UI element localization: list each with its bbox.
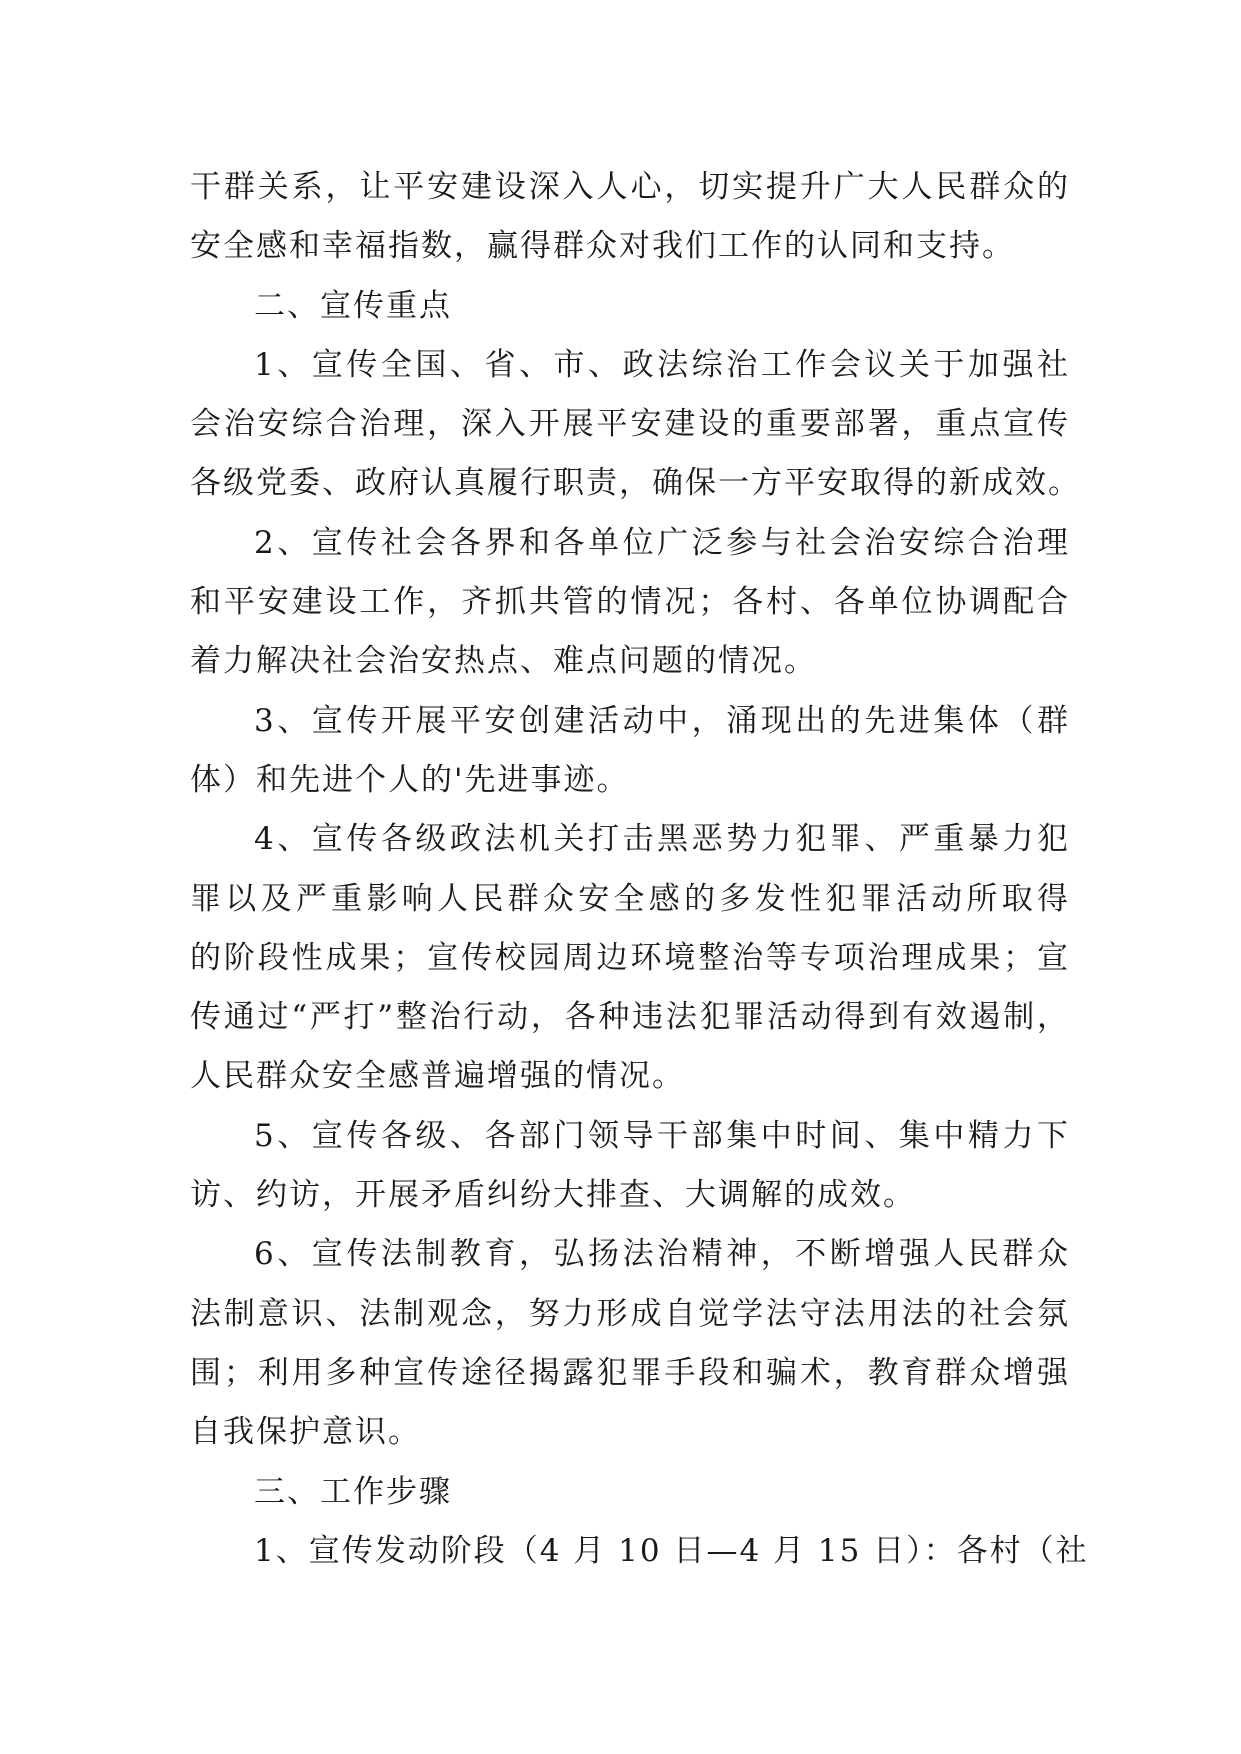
text-line: 3、宣传开展平安创建活动中，涌现出的先进集体（群 xyxy=(254,702,1070,739)
text-line: 2、宣传社会各界和各单位广泛参与社会治安综合治理 xyxy=(254,524,1070,561)
text-line: 人民群众安全感普遍增强的情况。 xyxy=(190,1058,685,1095)
text-line: 1、宣传全国、省、市、政法综治工作会议关于加强社 xyxy=(254,346,1070,383)
text-line: 4、宣传各级政法机关打击黑恶势力犯罪、严重暴力犯 xyxy=(254,821,1070,858)
text-line: 6、宣传法制教育，弘扬法治精神，不断增强人民群众 xyxy=(254,1236,1070,1273)
text-line: 安全感和幸福指数，赢得群众对我们工作的认同和支持。 xyxy=(190,228,1015,265)
text-line: 二、宣传重点 xyxy=(254,287,452,324)
text-line: 会治安综合治理，深入开展平安建设的重要部署，重点宣传 xyxy=(190,406,1070,443)
text-line: 自我保护意识。 xyxy=(190,1414,421,1451)
text-line: 各级党委、政府认真履行职责，确保一方平安取得的新成效。 xyxy=(190,465,1081,502)
text-line: 体）和先进个人的'先进事迹。 xyxy=(190,761,630,798)
text-line: 的阶段性成果；宣传校园周边环境整治等专项治理成果；宣 xyxy=(190,939,1070,976)
text-line: 罪以及严重影响人民群众安全感的多发性犯罪活动所取得 xyxy=(190,880,1070,917)
document-body xyxy=(190,158,1089,1581)
text-line: 干群关系，让平安建设深入人心，切实提升广大人民群众的 xyxy=(190,169,1070,205)
text-line: 访、约访，开展矛盾纠纷大排查、大调解的成效。 xyxy=(190,1177,916,1214)
text-line: 围；利用多种宣传途径揭露犯罪手段和骗术，教育群众增强 xyxy=(190,1354,1070,1391)
text-line: 着力解决社会治安热点、难点问题的情况。 xyxy=(190,643,817,680)
text-line: 三、工作步骤 xyxy=(254,1473,452,1510)
text-line: 5、宣传各级、各部门领导干部集中时间、集中精力下 xyxy=(254,1117,1070,1154)
text-line: 和平安建设工作，齐抓共管的情况；各村、各单位协调配合 xyxy=(190,584,1070,621)
text-line: 法制意识、法制观念，努力形成自觉学法守法用法的社会氛 xyxy=(190,1295,1070,1332)
text-line: 传通过“严打”整治行动，各种违法犯罪活动得到有效遏制， xyxy=(190,999,1070,1036)
text-line: 1、宣传发动阶段（4 月 10 日—4 月 15 日）：各村（社 xyxy=(254,1532,1089,1569)
